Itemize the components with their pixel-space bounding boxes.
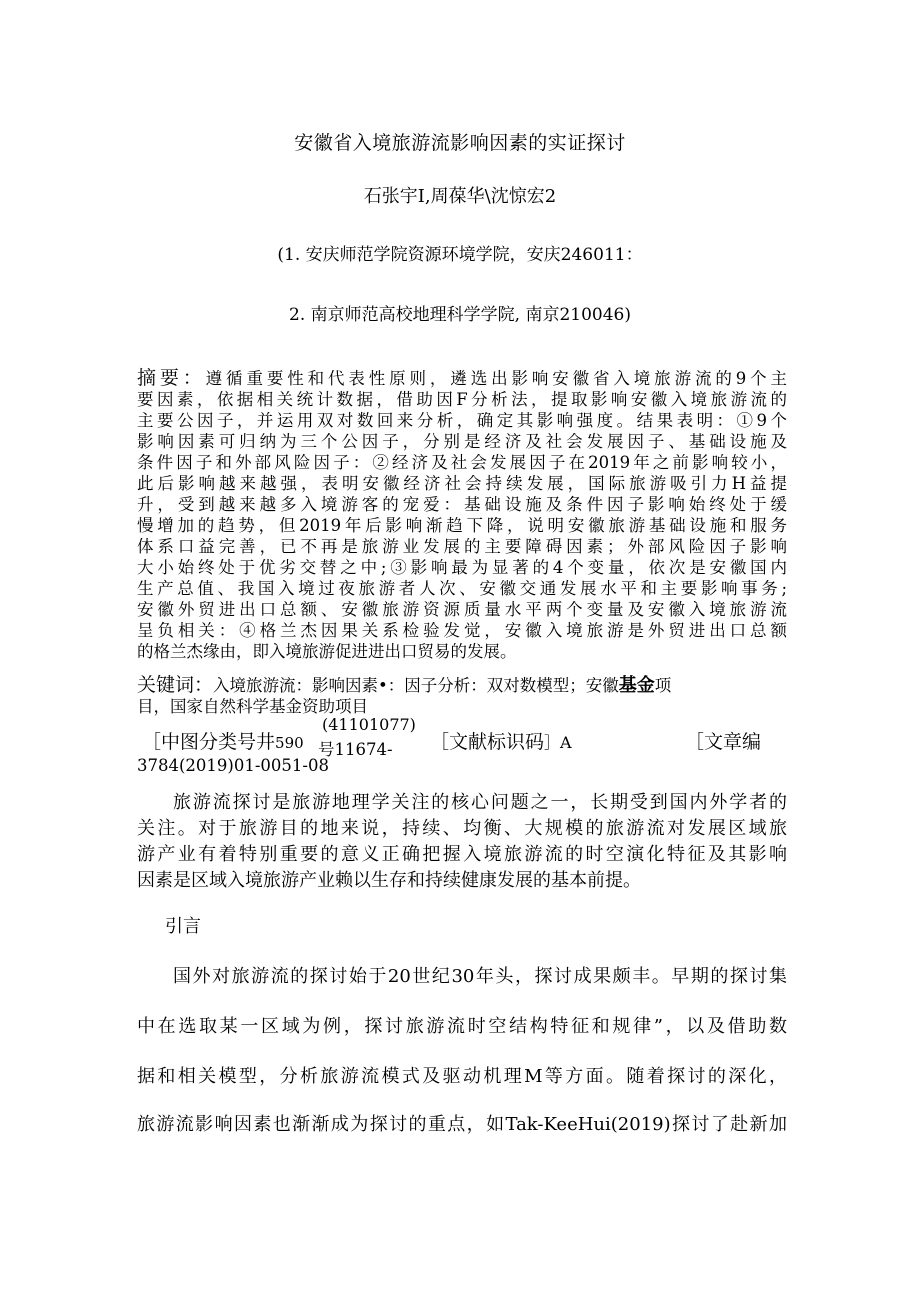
abstract-line: 摘要：遵循重要性和代表性原则，遴选出影响安徽省入境旅游流的9个主	[137, 367, 787, 389]
paragraph-line: 因素是区域入境旅游产业赖以生存和持续健康发展的基本前提。	[137, 870, 641, 891]
section-heading: 引言	[165, 916, 201, 937]
abstract-line: 要因素，依据相关统计数据，借助因F分析法，提取影响安徽入境旅游流的	[137, 390, 787, 409]
paragraph-line: 旅游流影响因素也渐渐成为探讨的重点，如Tak-KeeHui(2019)探讨了赴新加	[137, 1114, 787, 1135]
abstract-line: 此后影响越来越强，表明安徽经济社会持续发展，国际旅游吸引力H益提	[137, 474, 787, 493]
abstract-line: 大小始终处于优劣交替之中;③影响最为显著的4个变量，依次是安徽国内	[137, 558, 787, 577]
clc-number: ［中图分类号井590	[142, 731, 304, 753]
abstract-line: 安徽外贸进出口总额、安徽旅游资源质量水平两个变量及安徽入境旅游流	[137, 600, 787, 619]
paragraph-line: 据和相关模型，分析旅游流模式及驱动机理M等方面。随着探讨的深化，	[137, 1066, 787, 1087]
fund-label: 基金	[618, 675, 655, 696]
affiliation-1: (1. 安庆师范学院资源环境学院，安庆246011：	[277, 245, 643, 265]
abstract-line: 主要公因子，并运用双对数回来分析，确定其影响强度。结果表明：①9个	[137, 411, 787, 430]
keywords	[137, 675, 787, 717]
document-id: ［文献标识码］A	[430, 731, 572, 753]
article-number: 3784(2019)01-0051-08	[137, 756, 329, 775]
article-number-label: ［文章编	[685, 731, 762, 753]
project-number: (41101077)	[322, 715, 416, 734]
paragraph-line: 关注。对于旅游目的地来说，持续、均衡、大规模的旅游流对发展区域旅	[137, 818, 787, 839]
abstract	[137, 368, 787, 662]
abstract-line: 体系口益完善，已不再是旅游业发展的主要障碍因素；外部风险因子影响	[137, 537, 787, 556]
abstract-line: 升，受到越来越多入境游客的宠爱：基础设施及条件因子影响始终处于缓	[137, 495, 787, 514]
intro-paragraph	[137, 790, 787, 894]
article-number-part: 号11674-	[318, 740, 393, 759]
keywords-label: 关键词：	[137, 674, 214, 696]
paper-title: 安徽省入境旅游流影响因素的实证探讨	[294, 132, 626, 154]
affiliation-2: 2. 南京师范高校地理科学学院, 南京210046)	[289, 305, 631, 325]
keywords-line: 关键词：入境旅游流：影响因素•：因子分析：双对数模型；安徽基金项	[137, 674, 672, 696]
paragraph-line: 旅游流探讨是旅游地理学关注的核心问题之一，长期受到国内外学者的	[173, 792, 787, 813]
abstract-label: 摘要：	[137, 367, 206, 389]
abstract-line: 生产总值、我国入境过夜旅游者人次、安徽交通发展水平和主要影响事务;	[137, 579, 787, 598]
abstract-line: 慢增加的趋势，但2019年后影响渐趋下降，说明安徽旅游基础设施和服务	[137, 516, 787, 535]
abstract-line: 影响因素可归纳为三个公因子，分别是经济及社会发展因子、基础设施及	[137, 432, 787, 451]
keywords-line: 目，国家自然科学基金资助项目	[137, 697, 368, 716]
paragraph-line: 国外对旅游流的探讨始于20世纪30年头，探讨成果颇丰。早期的探讨集	[173, 966, 787, 987]
abstract-line: 条件因子和外部风险因子：②经济及社会发展因子在2019年之前影响较小，	[137, 453, 787, 472]
abstract-line: 的格兰杰缘由，即入境旅游促进进出口贸易的发展。	[137, 642, 517, 661]
abstract-line: 呈负相关：④格兰杰因果关系检验发觉，安徽入境旅游是外贸进出口总额	[137, 621, 787, 640]
paragraph-line: 中在选取某一区域为例，探讨旅游流时空结构特征和规律”，以及借助数	[137, 1016, 787, 1037]
paragraph-line: 游产业有着特别重要的意义正确把握入境旅游流的时空演化特征及其影响	[137, 844, 787, 865]
paper-authors: 石张宇I,周葆华\沈惊宏2	[363, 186, 557, 207]
